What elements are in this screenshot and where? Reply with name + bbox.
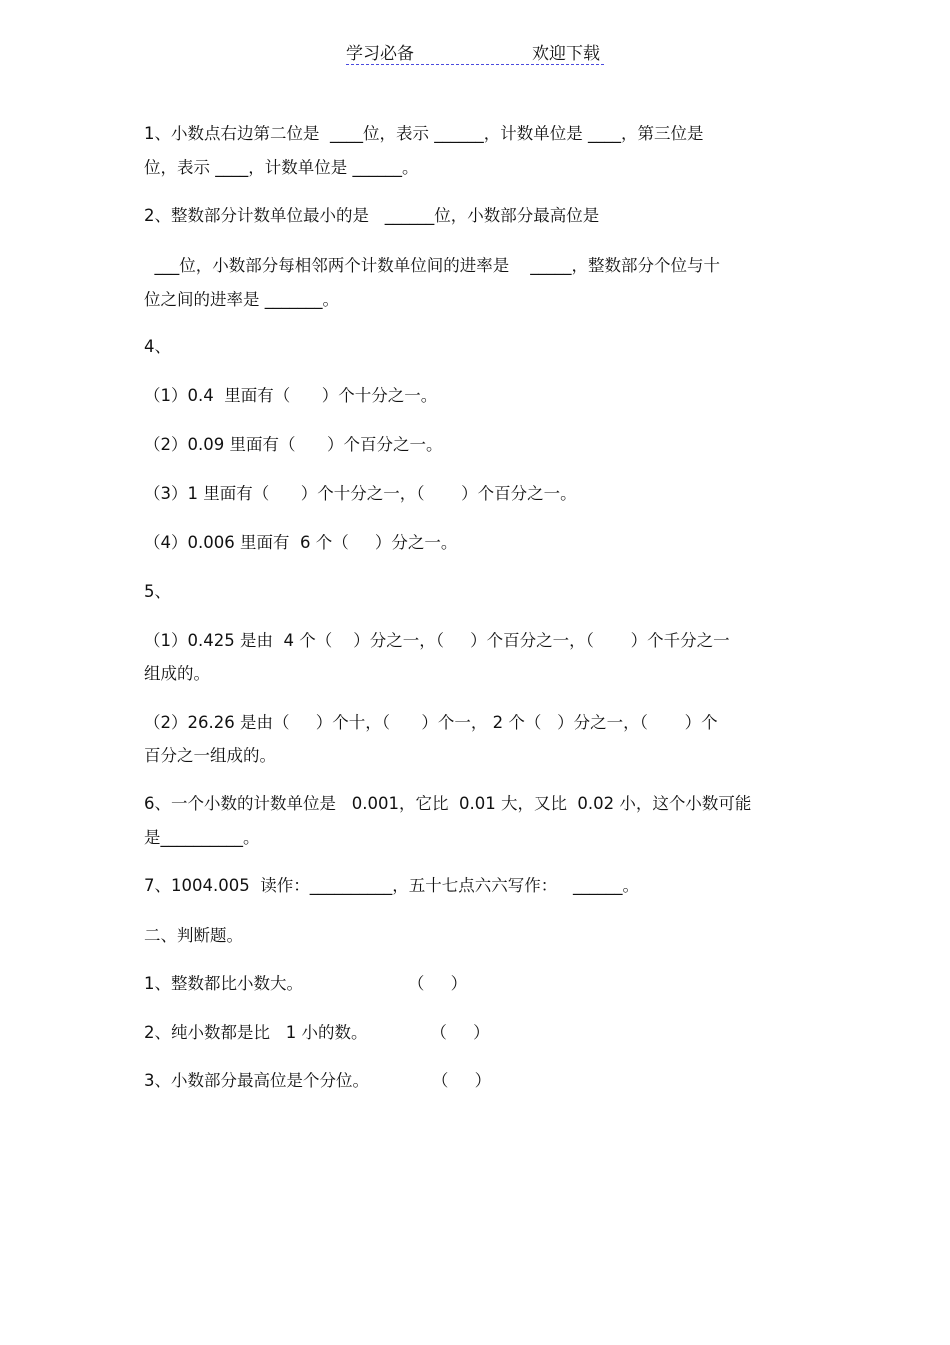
question-4-item-4: （4）0.006 里面有 6 个（ ）分之一。: [144, 533, 458, 552]
question-5-item-2-line-1: （2）26.26 是由（ ）个十，（ ）个一， 2 个（ ）分之一，（ ）个: [144, 713, 718, 732]
question-5-item-2-line-2: 百分之一组成的。: [144, 746, 276, 765]
question-4-heading: 4、: [144, 337, 171, 356]
header-left-text: 学习必备: [346, 44, 414, 64]
judgement-2: 2、纯小数都是比 1 小的数。 （ ）: [144, 1023, 490, 1042]
question-4-item-1: （1）0.4 里面有（ ）个十分之一。: [144, 386, 438, 405]
page-header: [346, 44, 604, 66]
question-6-line-1: 6、一个小数的计数单位是 0.001，它比 0.01 大，又比 0.02 小，这个小数可能: [144, 794, 752, 813]
question-1-line-1: 1、小数点右边第二位是 ____位，表示 ______，计数单位是 ____，第三位是: [144, 124, 704, 143]
judgement-1: 1、整数都比小数大。 （ ）: [144, 974, 468, 993]
question-2-line-1: 2、整数部分计数单位最小的是 ______位，小数部分最高位是: [144, 206, 600, 225]
question-4-item-3: （3）1 里面有（ ）个十分之一，（ ）个百分之一。: [144, 484, 577, 503]
section-2-heading: 二、判断题。: [144, 926, 243, 945]
question-2-line-2: ___位，小数部分每相邻两个计数单位间的进率是 _____，整数部分个位与十: [144, 256, 720, 275]
question-5-item-1-line-2: 组成的。: [144, 664, 210, 683]
question-5-item-1-line-1: （1）0.425 是由 4 个（ ）分之一，（ ）个百分之一，（ ）个千分之一: [144, 631, 730, 650]
judgement-3: 3、小数部分最高位是个分位。 （ ）: [144, 1071, 492, 1090]
header-right-text: 欢迎下载: [532, 44, 600, 64]
question-7: 7、1004.005 读作：__________，五十七点六六写作： ______。: [144, 876, 639, 895]
question-4-item-2: （2）0.09 里面有（ ）个百分之一。: [144, 435, 443, 454]
question-6-line-2: 是__________。: [144, 828, 260, 847]
header-dashed-underline: [346, 64, 604, 65]
question-1-line-2: 位，表示 ____，计数单位是 ______。: [144, 158, 419, 177]
question-2-line-3: 位之间的进率是 _______。: [144, 290, 339, 309]
question-5-heading: 5、: [144, 582, 171, 601]
